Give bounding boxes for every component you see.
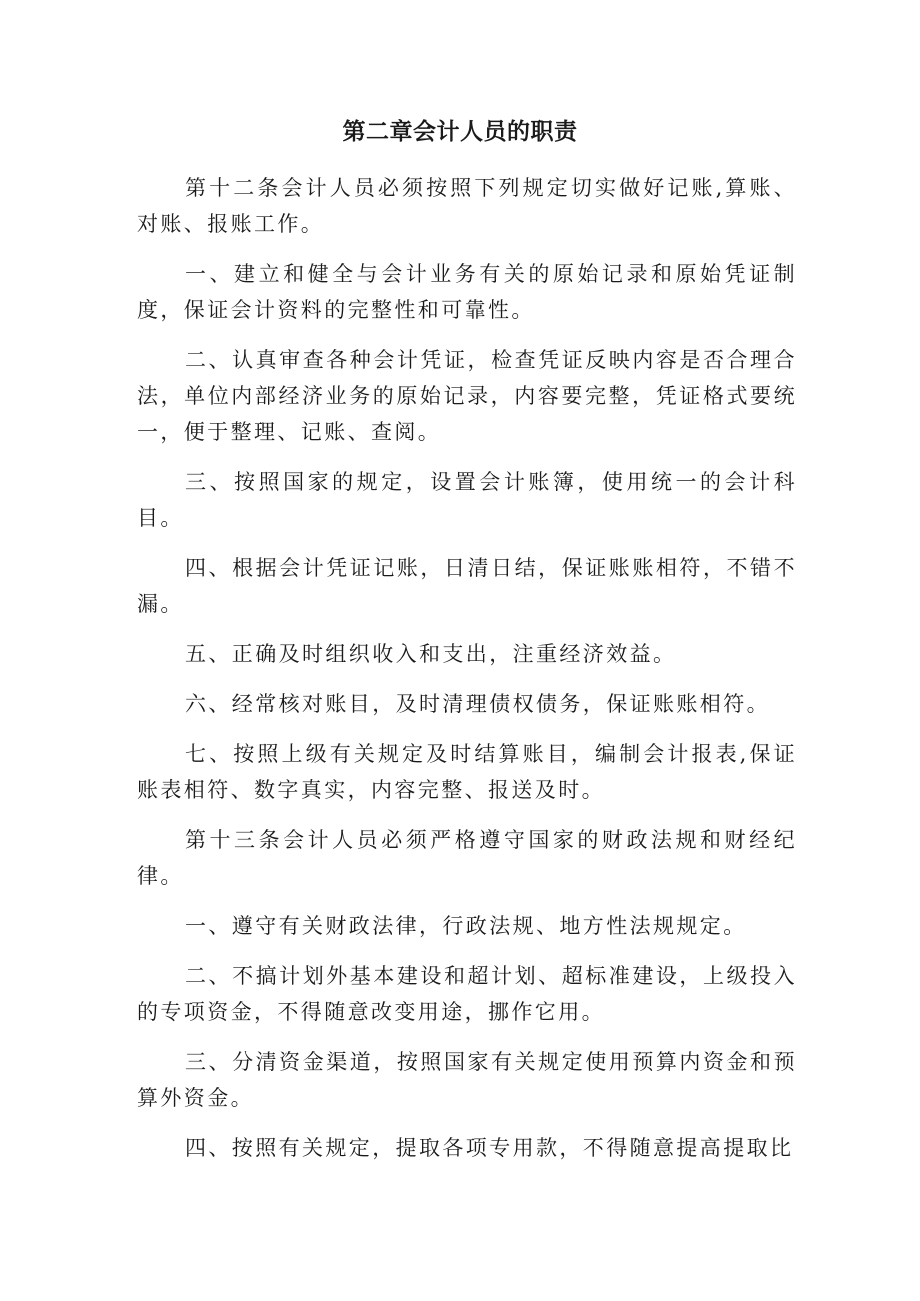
paragraph-12-item-3: 三、按照国家的规定，设置会计账簿，使用统一的会计科目。 — [137, 470, 797, 530]
paragraph-13-item-4: 四、按照有关规定，提取各项专用款，不得随意提高提取比 — [185, 1136, 794, 1160]
paragraph-12-item-2: 二、认真审查各种会计凭证，检查凭证反映内容是否合理合法，单位内部经济业务的原始记录，内容要完整，凭证格式要统一，便于整理、记账、查阅。 — [137, 348, 797, 444]
paragraph-12-item-6: 六、经常核对账目，及时清理债权债务，保证账账相符。 — [185, 692, 770, 716]
paragraph-12-item-7: 七、按照上级有关规定及时结算账目，编制会计报表,保证账表相符、数字真实，内容完整、报送及时。 — [137, 742, 797, 802]
paragraph-12-item-1: 一、建立和健全与会计业务有关的原始记录和原始凭证制度，保证会计资料的完整性和可靠性。 — [137, 262, 797, 322]
paragraph-12-item-4: 四、根据会计凭证记账，日清日结，保证账账相符，不错不漏。 — [137, 556, 797, 616]
document-body — [137, 163, 797, 1173]
paragraph-article-13: 第十三条会计人员必须严格遵守国家的财政法规和财经纪律。 — [137, 828, 797, 888]
paragraph-13-item-1: 一、遵守有关财政法律，行政法规、地方性法规规定。 — [185, 914, 747, 938]
paragraph-13-item-2: 二、不搞计划外基本建设和超计划、超标准建设，上级投入的专项资金，不得随意改变用途，挪作它用。 — [137, 964, 797, 1024]
paragraph-13-item-3: 三、分清资金渠道，按照国家有关规定使用预算内资金和预算外资金。 — [137, 1050, 797, 1110]
chapter-title: 第二章会计人员的职责 — [342, 119, 578, 145]
paragraph-12-item-5: 五、正确及时组织收入和支出，注重经济效益。 — [185, 642, 677, 666]
paragraph-article-12: 第十二条会计人员必须按照下列规定切实做好记账,算账、对账、报账工作。 — [137, 176, 797, 236]
